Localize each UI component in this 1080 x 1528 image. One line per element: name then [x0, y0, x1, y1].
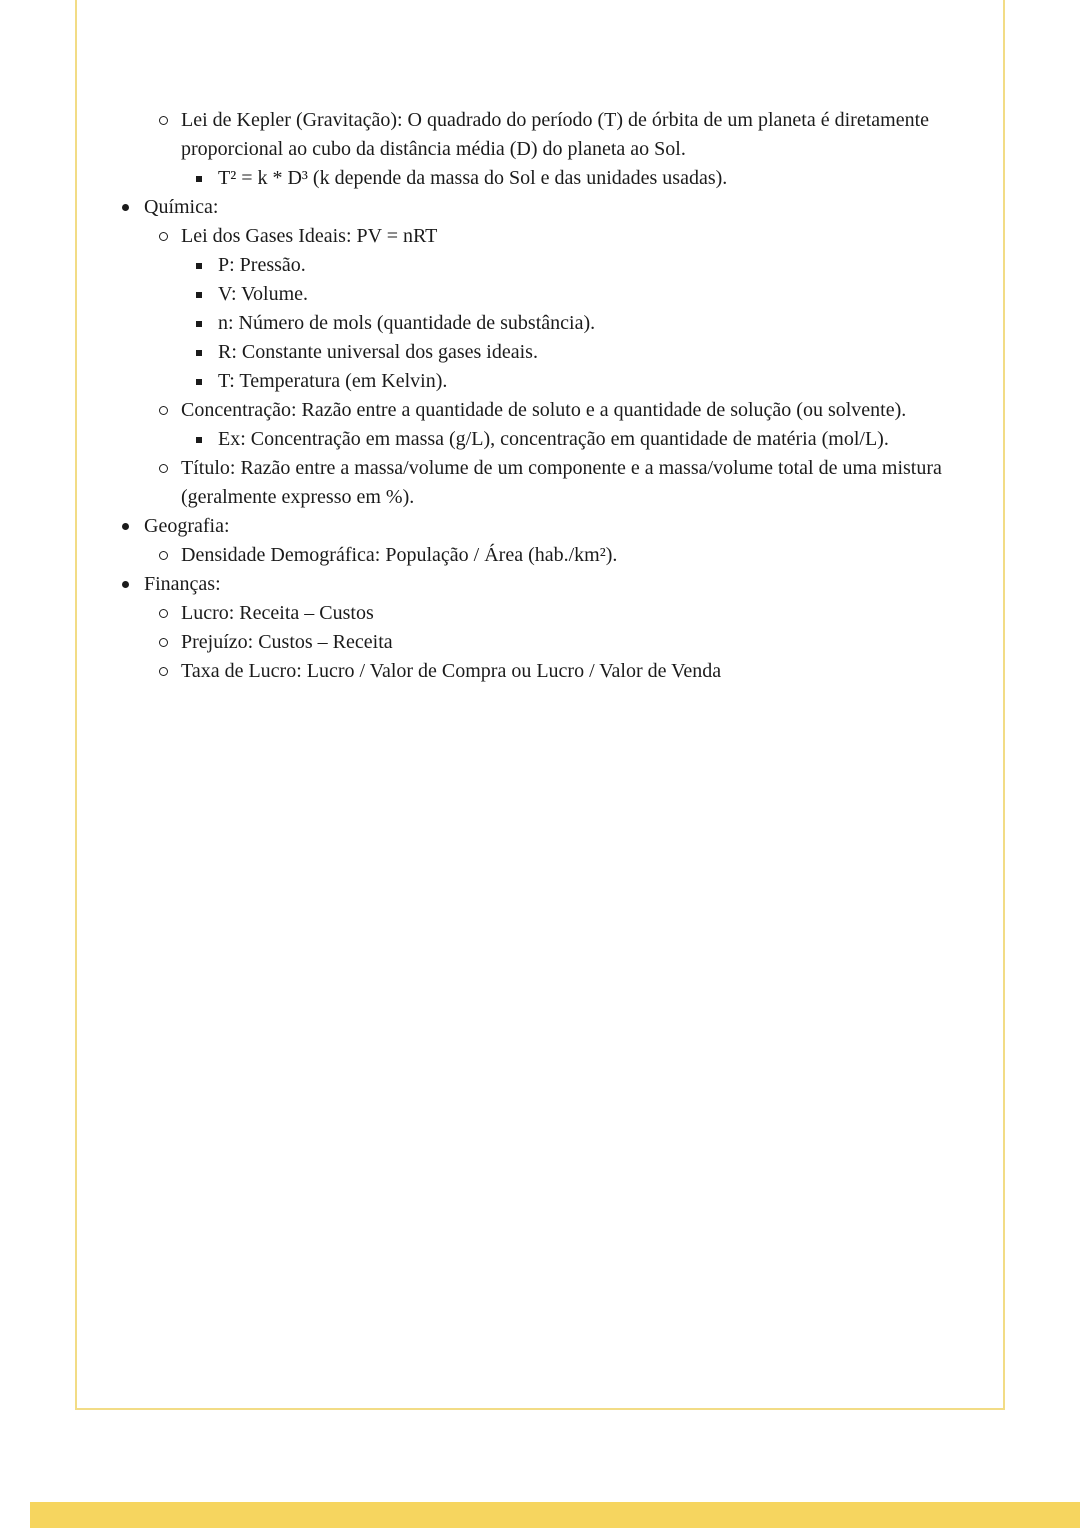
bullet-circle-icon [158, 599, 181, 628]
bullet-circle-icon [158, 454, 181, 512]
list-item-text: T² = k * D³ (k depende da massa do Sol e das unidades usadas). [218, 167, 728, 189]
list-item-text: Concentração: Razão entre a quantidade de soluto e a quantidade de solução (ou solvente). [181, 399, 907, 421]
bullet-square-icon [195, 251, 218, 280]
list-item-text: Lei de Kepler (Gravitação): O quadrado do período (T) de órbita de um planeta é diretamente proporcional ao cubo da distância média (D) do planeta ao Sol. [181, 109, 930, 160]
bottom-accent-bar [30, 1502, 1080, 1528]
list-item [121, 338, 951, 367]
list-item-text: Lei dos Gases Ideais: PV = nRT [181, 225, 438, 247]
list-item-text: Ex: Concentração em massa (g/L), concentração em quantidade de matéria (mol/L). [218, 428, 889, 450]
list-item-text: T: Temperatura (em Kelvin). [218, 370, 448, 392]
list-item [121, 251, 951, 280]
formula-list [121, 106, 951, 686]
list-item [121, 454, 951, 512]
list-item [121, 367, 951, 396]
list-item [121, 280, 951, 309]
list-item-text: Densidade Demográfica: População / Área (hab./km²). [181, 544, 618, 566]
bullet-square-icon [195, 280, 218, 309]
list-item [121, 106, 951, 164]
list-item [121, 599, 951, 628]
list-item [121, 396, 951, 425]
list-item-text: Geografia: [144, 515, 230, 537]
list-item-text: Taxa de Lucro: Lucro / Valor de Compra ou Lucro / Valor de Venda [181, 660, 722, 682]
list-item [121, 628, 951, 657]
list-item-text: Prejuízo: Custos – Receita [181, 631, 393, 653]
list-item [121, 541, 951, 570]
bullet-square-icon [195, 164, 218, 193]
list-item [121, 425, 951, 454]
list-item-text: Finanças: [144, 573, 221, 595]
bullet-disc-icon [121, 570, 144, 599]
list-item [121, 570, 951, 599]
bullet-circle-icon [158, 541, 181, 570]
bullet-square-icon [195, 338, 218, 367]
bullet-disc-icon [121, 512, 144, 541]
list-item [121, 193, 951, 222]
list-item-text: P: Pressão. [218, 254, 306, 276]
list-item-text: V: Volume. [218, 283, 309, 305]
bullet-square-icon [195, 425, 218, 454]
list-item [121, 657, 951, 686]
list-item-text: Lucro: Receita – Custos [181, 602, 374, 624]
bullet-circle-icon [158, 628, 181, 657]
list-item-text: R: Constante universal dos gases ideais. [218, 341, 538, 363]
list-item [121, 222, 951, 251]
bullet-disc-icon [121, 193, 144, 222]
list-item [121, 164, 951, 193]
bullet-circle-icon [158, 106, 181, 164]
list-item [121, 309, 951, 338]
bullet-circle-icon [158, 222, 181, 251]
bullet-circle-icon [158, 396, 181, 425]
bullet-square-icon [195, 309, 218, 338]
bullet-square-icon [195, 367, 218, 396]
list-item-text: Título: Razão entre a massa/volume de um componente e a massa/volume total de uma mistura (geralmente expresso em %). [181, 457, 942, 508]
list-item-text: n: Número de mols (quantidade de substância). [218, 312, 596, 334]
bullet-circle-icon [158, 657, 181, 686]
list-item-text: Química: [144, 196, 219, 218]
list-item [121, 512, 951, 541]
